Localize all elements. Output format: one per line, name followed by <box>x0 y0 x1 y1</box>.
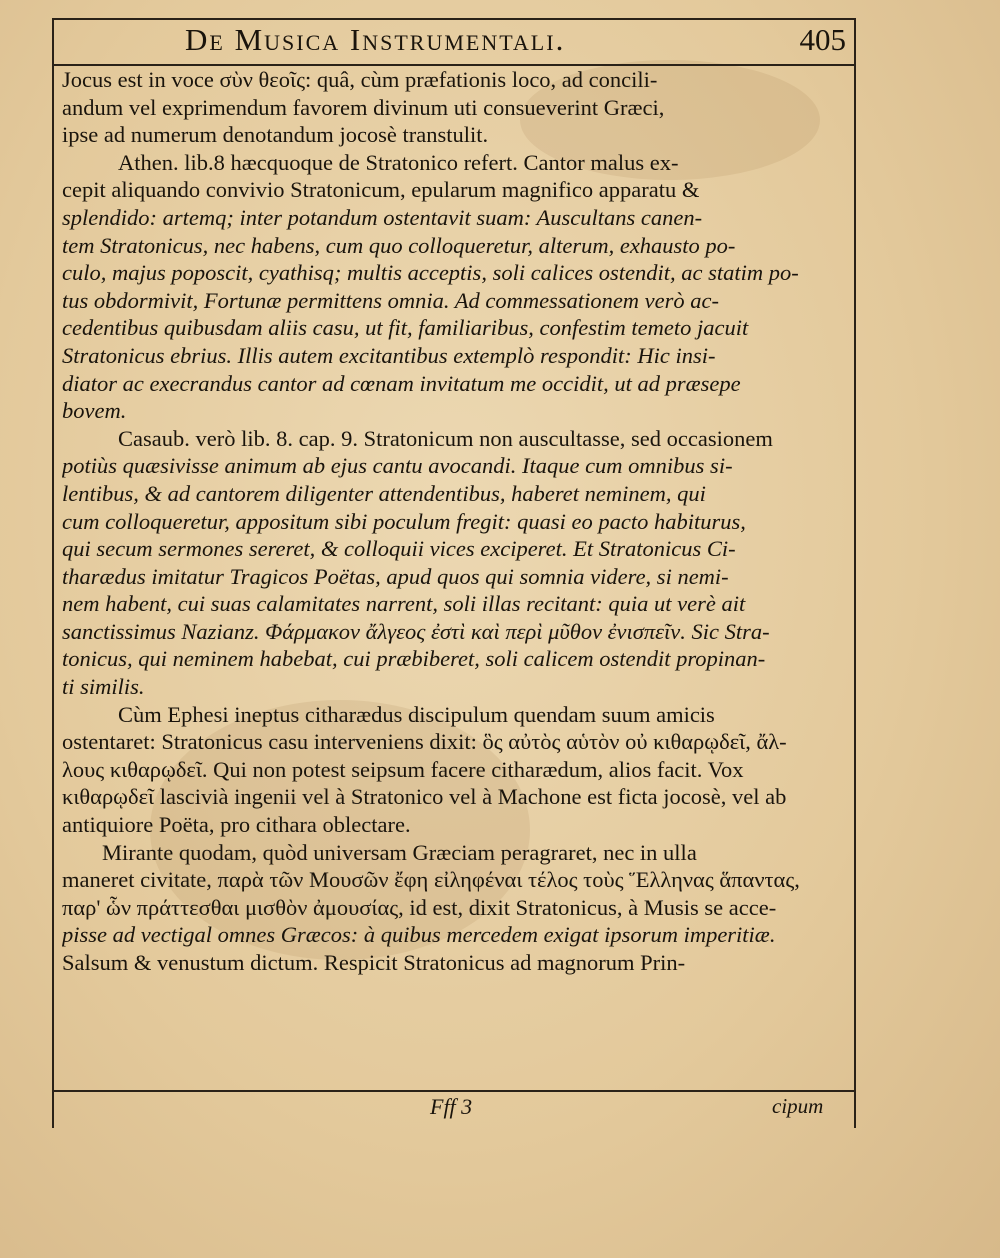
text-line: pisse ad vectigal omnes Græcos: à quibus mercedem exigat ipsorum imperitiæ. <box>62 922 776 948</box>
text-line: cepit aliquando convivio Stratonicum, epularum magnifico apparatu & <box>62 177 700 203</box>
text-line: ti similis. <box>62 674 145 700</box>
text-line: bovem. <box>62 398 127 424</box>
text-line: λους κιθαρῳδεῖ. Qui non potest seipsum facere citharædum, alios facit. Vox <box>62 756 744 782</box>
text-line: culo, majus poposcit, cyathisq; multis acceptis, soli calices ostendit, ac statim po- <box>62 260 799 286</box>
text-line: tharædus imitatur Tragicos Poëtas, apud quos qui somnia videre, si nemi- <box>62 563 729 589</box>
signature-mark: Fff 3 <box>430 1094 473 1119</box>
text-line: splendido: artemq; inter potandum ostentavit suam: Auscultans canen- <box>62 204 703 230</box>
text-line: cum colloqueretur, appositum sibi poculum fregit: quasi eo pacto habiturus, <box>62 508 746 534</box>
text-line: Stratonicus ebrius. Illis autem excitantibus extemplò respondit: Hic insi- <box>62 342 716 368</box>
text-line: lentibus, & ad cantorem diligenter attendentibus, haberet neminem, qui <box>62 480 706 506</box>
text-line: Athen. lib.8 hæcquoque de Stratonico refert. Cantor malus ex- <box>118 149 679 175</box>
text-line: tem Stratonicus, nec habens, cum quo colloqueretur, alterum, exhausto po- <box>62 232 736 258</box>
text-line: cedentibus quibusdam aliis casu, ut fit, familiaribus, confestim temeto jacuit <box>62 315 749 341</box>
text-line: tus obdormivit, Fortunæ permittens omnia. Ad commessationem verò ac- <box>62 287 720 313</box>
body-text <box>62 66 848 977</box>
page-number: 405 <box>799 22 846 57</box>
text-line: ostentaret: Stratonicus casu interveniens dixit: ὃς αὐτὸς αὑτὸν οὐ κιθαρῳδεῖ, ἄλ- <box>62 729 787 755</box>
text-line: andum vel exprimendum favorem divinum uti consueverint Græci, <box>62 94 665 120</box>
text-line: Salsum & venustum dictum. Respicit Stratonicus ad magnorum Prin- <box>62 950 686 975</box>
text-line: potiùs quæsivisse animum ab ejus cantu avocandi. Itaque cum omnibus si- <box>62 453 733 479</box>
text-line: Jocus est in voce σὺν θεοῖς: quâ, cùm præfationis loco, ad concili- <box>62 67 658 92</box>
text-line: tonicus, qui neminem habebat, cui præbiberet, soli calicem ostendit propinan- <box>62 646 766 672</box>
text-line: maneret civitate, παρὰ τῶν Μουσῶν ἔφη εἰληφέναι τέλος τοὺς Ἕλληνας ἅπαντας, <box>62 867 800 893</box>
text-line: sanctissimus Nazianz. Φάρμακον ἄλγεος ἐστὶ καὶ περὶ μῦθον ἐνισπεῖν. Sic Stra- <box>62 618 770 644</box>
page-header <box>60 20 850 64</box>
text-line: antiquiore Poëta, pro cithara oblectare. <box>62 812 411 838</box>
text-line: Casaub. verò lib. 8. cap. 9. Stratonicum non auscultasse, sed occasionem <box>118 425 773 451</box>
catchword: cipum <box>772 1094 824 1118</box>
text-line: Cùm Ephesi ineptus citharædus discipulum quendam suum amicis <box>118 701 715 727</box>
text-line: qui secum sermones sereret, & colloquii vices exciperet. Et Stratonicus Ci- <box>62 536 736 562</box>
text-line: ipse ad numerum denotandum jocosè transtulit. <box>62 122 489 148</box>
text-line: παρ' ὧν πράττεσθαι μισθὸν ἀμουσίας, id est, dixit Stratonicus, à Musis se acce- <box>62 894 777 920</box>
text-line: κιθαρῳδεῖ lascivià ingenii vel à Stratonico vel à Machone est ficta jocosè, vel ab <box>62 784 787 810</box>
text-line: diator ac execrandus cantor ad cœnam invitatum me occidit, ut ad præsepe <box>62 370 741 396</box>
text-line: Mirante quodam, quòd universam Græciam peragraret, nec in ulla <box>102 839 697 865</box>
text-line: nem habent, cui suas calamitates narrent, soli illas recitant: quia ut verè ait <box>62 591 746 617</box>
footer-rule <box>52 1090 856 1092</box>
running-title: De Musica Instrumentali. <box>185 22 566 57</box>
